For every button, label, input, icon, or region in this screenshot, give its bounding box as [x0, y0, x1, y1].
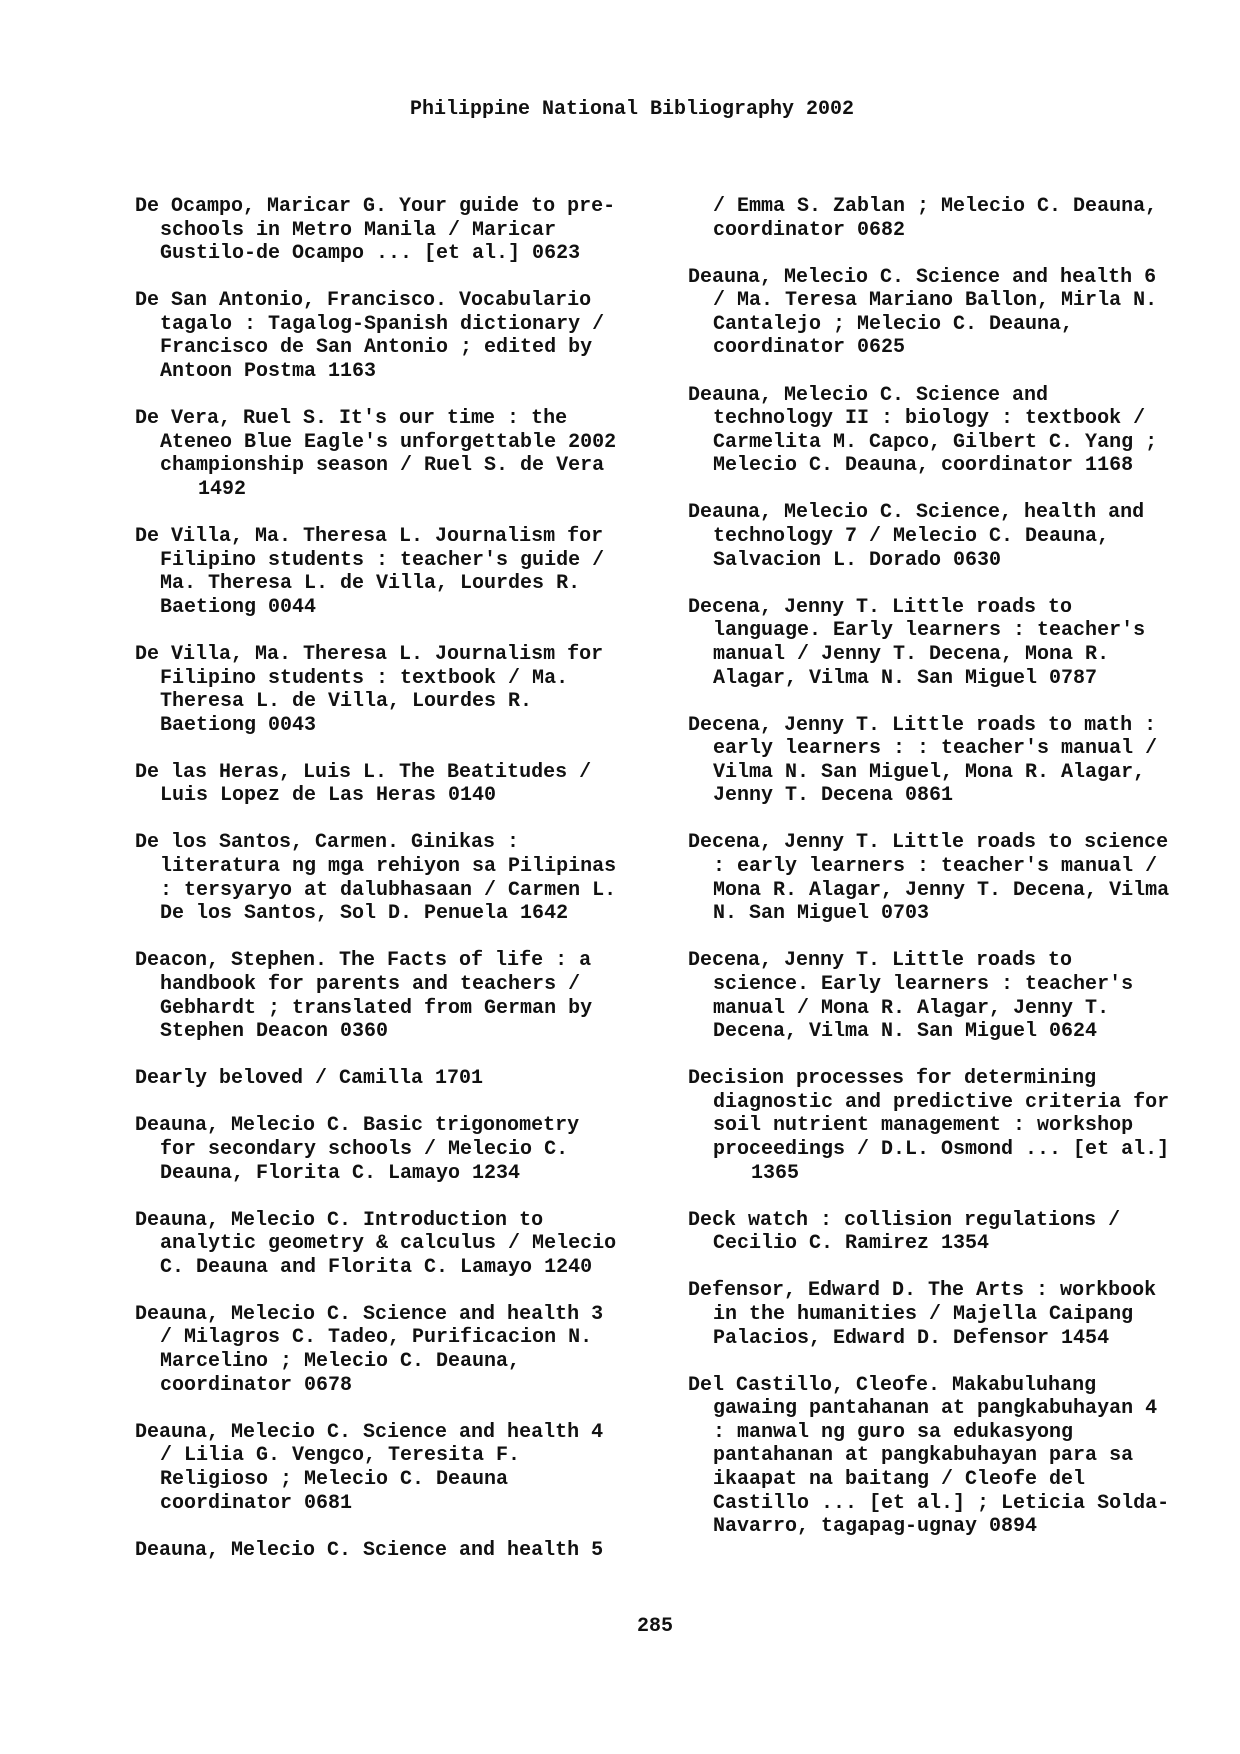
- entry-heading-line: De los Santos, Carmen. Ginikas :: [135, 831, 520, 855]
- entry-continuation-line: : tersyaryo at dalubhasaan / Carmen L.: [160, 878, 617, 902]
- entry-continuation-line: Navarro, tagapag-ugnay 0894: [713, 1515, 1038, 1539]
- entry-continuation-line: Decena, Vilma N. San Miguel 0624: [713, 1020, 1098, 1044]
- entry-continuation-line: for secondary schools / Melecio C.: [160, 1137, 569, 1161]
- entry-continuation-line: Antoon Postma 1163: [160, 360, 377, 384]
- entry-continuation-line: Luis Lopez de Las Heras 0140: [160, 784, 497, 808]
- entry-continuation-line: / Lilia G. Vengco, Teresita F.: [160, 1444, 521, 1468]
- entry-heading-line: Decision processes for determining: [688, 1067, 1097, 1091]
- entry-continuation-line: Filipino students : teacher's guide /: [160, 548, 605, 572]
- bibliography-entry: [135, 1114, 675, 1185]
- entry-continuation-line: handbook for parents and teachers /: [160, 972, 581, 996]
- entry-continuation-line: / Emma S. Zablan ; Melecio C. Deauna,: [713, 195, 1158, 218]
- bibliography-entry: [688, 1374, 1228, 1539]
- page-header: [0, 74, 1240, 122]
- entry-continuation-line: schools in Metro Manila / Maricar: [160, 218, 557, 242]
- bibliography-entry: [135, 831, 675, 925]
- entry-continuation-line: coordinator 0682: [713, 218, 906, 242]
- bibliography-entry: [688, 714, 1228, 808]
- right-column: [688, 195, 1228, 1562]
- entry-continuation-line: Ma. Theresa L. de Villa, Lourdes R.: [160, 572, 581, 596]
- page-number: 285: [636, 1615, 673, 1638]
- bibliography-title: Philippine National Bibliography 2002: [409, 98, 855, 121]
- entry-heading-line: Deauna, Melecio C. Science and health 5: [135, 1538, 604, 1562]
- bibliography-entry: [135, 1067, 675, 1091]
- entry-continuation-line: Melecio C. Deauna, coordinator 1168: [713, 454, 1134, 478]
- entry-continuation-line: Castillo ... [et al.] ; Leticia Solda-: [713, 1491, 1170, 1515]
- entry-heading-line: Decena, Jenny T. Little roads to: [688, 595, 1073, 619]
- entry-continuation-line: technology 7 / Melecio C. Deauna,: [713, 525, 1110, 549]
- entry-continuation-line: pantahanan at pangkabuhayan para sa: [713, 1444, 1134, 1468]
- entry-continuation-line: 1492: [198, 477, 247, 501]
- entry-continuation-line: diagnostic and predictive criteria for: [713, 1090, 1170, 1114]
- bibliography-entry: [688, 1209, 1228, 1256]
- entry-heading-line: Deauna, Melecio C. Science, health and: [688, 501, 1145, 525]
- entry-heading-line: Decena, Jenny T. Little roads to science: [688, 831, 1169, 855]
- entry-continuation-line: Deauna, Florita C. Lamayo 1234: [160, 1161, 521, 1185]
- entry-continuation-line: Jenny T. Decena 0861: [713, 784, 954, 808]
- bibliography-entry: [688, 501, 1228, 572]
- entry-continuation-line: Ateneo Blue Eagle's unforgettable 2002: [160, 430, 617, 454]
- entry-continuation-line: C. Deauna and Florita C. Lamayo 1240: [160, 1255, 593, 1279]
- bibliography-entry: [135, 1421, 675, 1515]
- entry-continuation-line: Alagar, Vilma N. San Miguel 0787: [713, 666, 1098, 690]
- entry-continuation-line: ikaapat na baitang / Cleofe del: [713, 1468, 1086, 1492]
- entry-heading-line: Deauna, Melecio C. Science and health 4: [135, 1420, 604, 1444]
- bibliography-entry: [688, 1279, 1228, 1350]
- bibliography-entry: [688, 1067, 1228, 1185]
- entry-continuation-line: championship season / Ruel S. de Vera: [160, 454, 605, 478]
- entry-continuation-line: : manwal ng guro sa edukasyong: [713, 1420, 1074, 1444]
- entry-continuation-line: Salvacion L. Dorado 0630: [713, 548, 1002, 572]
- entry-continuation-line: Palacios, Edward D. Defensor 1454: [713, 1326, 1110, 1350]
- entry-continuation-line: gawaing pantahanan at pangkabuhayan 4: [713, 1397, 1158, 1421]
- entry-continuation-line: : early learners : teacher's manual /: [713, 855, 1158, 879]
- entry-continuation-line: Baetiong 0043: [160, 713, 317, 737]
- entry-continuation-line: Carmelita M. Capco, Gilbert C. Yang ;: [713, 430, 1158, 454]
- entry-continuation-line: literatura ng mga rehiyon sa Pilipinas: [160, 855, 617, 879]
- entry-continuation-line: manual / Mona R. Alagar, Jenny T.: [713, 996, 1110, 1020]
- bibliography-entry: [688, 195, 1228, 242]
- bibliography-entry: [688, 831, 1228, 925]
- entry-continuation-line: tagalo : Tagalog-Spanish dictionary /: [160, 312, 605, 336]
- entry-heading-line: De Ocampo, Maricar G. Your guide to pre-: [135, 195, 616, 218]
- bibliography-entry: [135, 195, 675, 266]
- entry-continuation-line: science. Early learners : teacher's: [713, 972, 1134, 996]
- entry-heading-line: De las Heras, Luis L. The Beatitudes /: [135, 760, 592, 784]
- entry-continuation-line: early learners : : teacher's manual /: [713, 737, 1158, 761]
- bibliography-entry: [688, 949, 1228, 1043]
- entry-heading-line: Deck watch : collision regulations /: [688, 1208, 1121, 1232]
- bibliography-entry: [135, 1209, 675, 1280]
- entry-heading-line: Defensor, Edward D. The Arts : workbook: [688, 1279, 1157, 1303]
- entry-continuation-line: language. Early learners : teacher's: [713, 619, 1146, 643]
- entry-continuation-line: De los Santos, Sol D. Penuela 1642: [160, 902, 569, 926]
- entry-continuation-line: coordinator 0681: [160, 1491, 353, 1515]
- entry-continuation-line: Vilma N. San Miguel, Mona R. Alagar,: [713, 760, 1146, 784]
- bibliography-entry: [135, 949, 675, 1043]
- entry-continuation-line: soil nutrient management : workshop: [713, 1114, 1134, 1138]
- bibliography-entry: [688, 384, 1228, 478]
- entry-heading-line: De Villa, Ma. Theresa L. Journalism for: [135, 525, 604, 549]
- entry-heading-line: Deacon, Stephen. The Facts of life : a: [135, 949, 592, 973]
- entry-continuation-line: Baetiong 0044: [160, 595, 317, 619]
- bibliography-entry: [135, 407, 675, 501]
- entry-continuation-line: analytic geometry & calculus / Melecio: [160, 1232, 617, 1256]
- bibliography-entry: [135, 289, 675, 383]
- entry-continuation-line: Religioso ; Melecio C. Deauna: [160, 1467, 509, 1491]
- entry-continuation-line: Marcelino ; Melecio C. Deauna,: [160, 1350, 521, 1374]
- left-column: [135, 195, 675, 1586]
- entry-continuation-line: Cantalejo ; Melecio C. Deauna,: [713, 312, 1074, 336]
- entry-continuation-line: Theresa L. de Villa, Lourdes R.: [160, 690, 533, 714]
- entry-continuation-line: Gustilo-de Ocampo ... [et al.] 0623: [160, 242, 581, 266]
- entry-continuation-line: Stephen Deacon 0360: [160, 1020, 389, 1044]
- bibliography-entry: [135, 761, 675, 808]
- entry-heading-line: De Villa, Ma. Theresa L. Journalism for: [135, 642, 604, 666]
- entry-continuation-line: 1365: [751, 1161, 800, 1185]
- entry-continuation-line: Filipino students : textbook / Ma.: [160, 666, 569, 690]
- entry-continuation-line: N. San Miguel 0703: [713, 902, 930, 926]
- bibliography-entry: [135, 525, 675, 619]
- entry-heading-line: De San Antonio, Francisco. Vocabulario: [135, 289, 592, 313]
- entry-heading-line: Decena, Jenny T. Little roads to math :: [688, 713, 1157, 737]
- entry-heading-line: Deauna, Melecio C. Science and health 3: [135, 1302, 604, 1326]
- bibliography-entry: [135, 643, 675, 737]
- entry-heading-line: Deauna, Melecio C. Basic trigonometry: [135, 1114, 580, 1138]
- bibliography-entry: [688, 596, 1228, 690]
- entry-continuation-line: Cecilio C. Ramirez 1354: [713, 1232, 990, 1256]
- entry-continuation-line: Francisco de San Antonio ; edited by: [160, 336, 593, 360]
- bibliography-entry: [135, 1303, 675, 1397]
- entry-continuation-line: Mona R. Alagar, Jenny T. Decena, Vilma: [713, 878, 1170, 902]
- entry-continuation-line: / Ma. Teresa Mariano Ballon, Mirla N.: [713, 289, 1158, 313]
- entry-continuation-line: coordinator 0625: [713, 336, 906, 360]
- entry-heading-line: Decena, Jenny T. Little roads to: [688, 949, 1073, 973]
- entry-heading-line: Deauna, Melecio C. Science and: [688, 383, 1049, 407]
- entry-continuation-line: technology II : biology : textbook /: [713, 407, 1146, 431]
- entry-heading-line: Deauna, Melecio C. Introduction to: [135, 1208, 544, 1232]
- entry-continuation-line: proceedings / D.L. Osmond ... [et al.]: [713, 1138, 1170, 1161]
- entry-heading-line: Deauna, Melecio C. Science and health 6: [688, 265, 1157, 289]
- entry-continuation-line: manual / Jenny T. Decena, Mona R.: [713, 642, 1110, 666]
- bibliography-entry: [135, 1539, 675, 1563]
- entry-continuation-line: Gebhardt ; translated from German by: [160, 996, 593, 1020]
- entry-heading-line: De Vera, Ruel S. It's our time : the: [135, 407, 568, 431]
- entry-continuation-line: coordinator 0678: [160, 1373, 353, 1397]
- bibliography-entry: [688, 266, 1228, 360]
- entry-heading-line: Del Castillo, Cleofe. Makabuluhang: [688, 1373, 1097, 1397]
- entry-continuation-line: in the humanities / Majella Caipang: [713, 1302, 1134, 1326]
- entry-heading-line: Dearly beloved / Camilla 1701: [135, 1067, 484, 1091]
- entry-continuation-line: / Milagros C. Tadeo, Purificacion N.: [160, 1326, 593, 1350]
